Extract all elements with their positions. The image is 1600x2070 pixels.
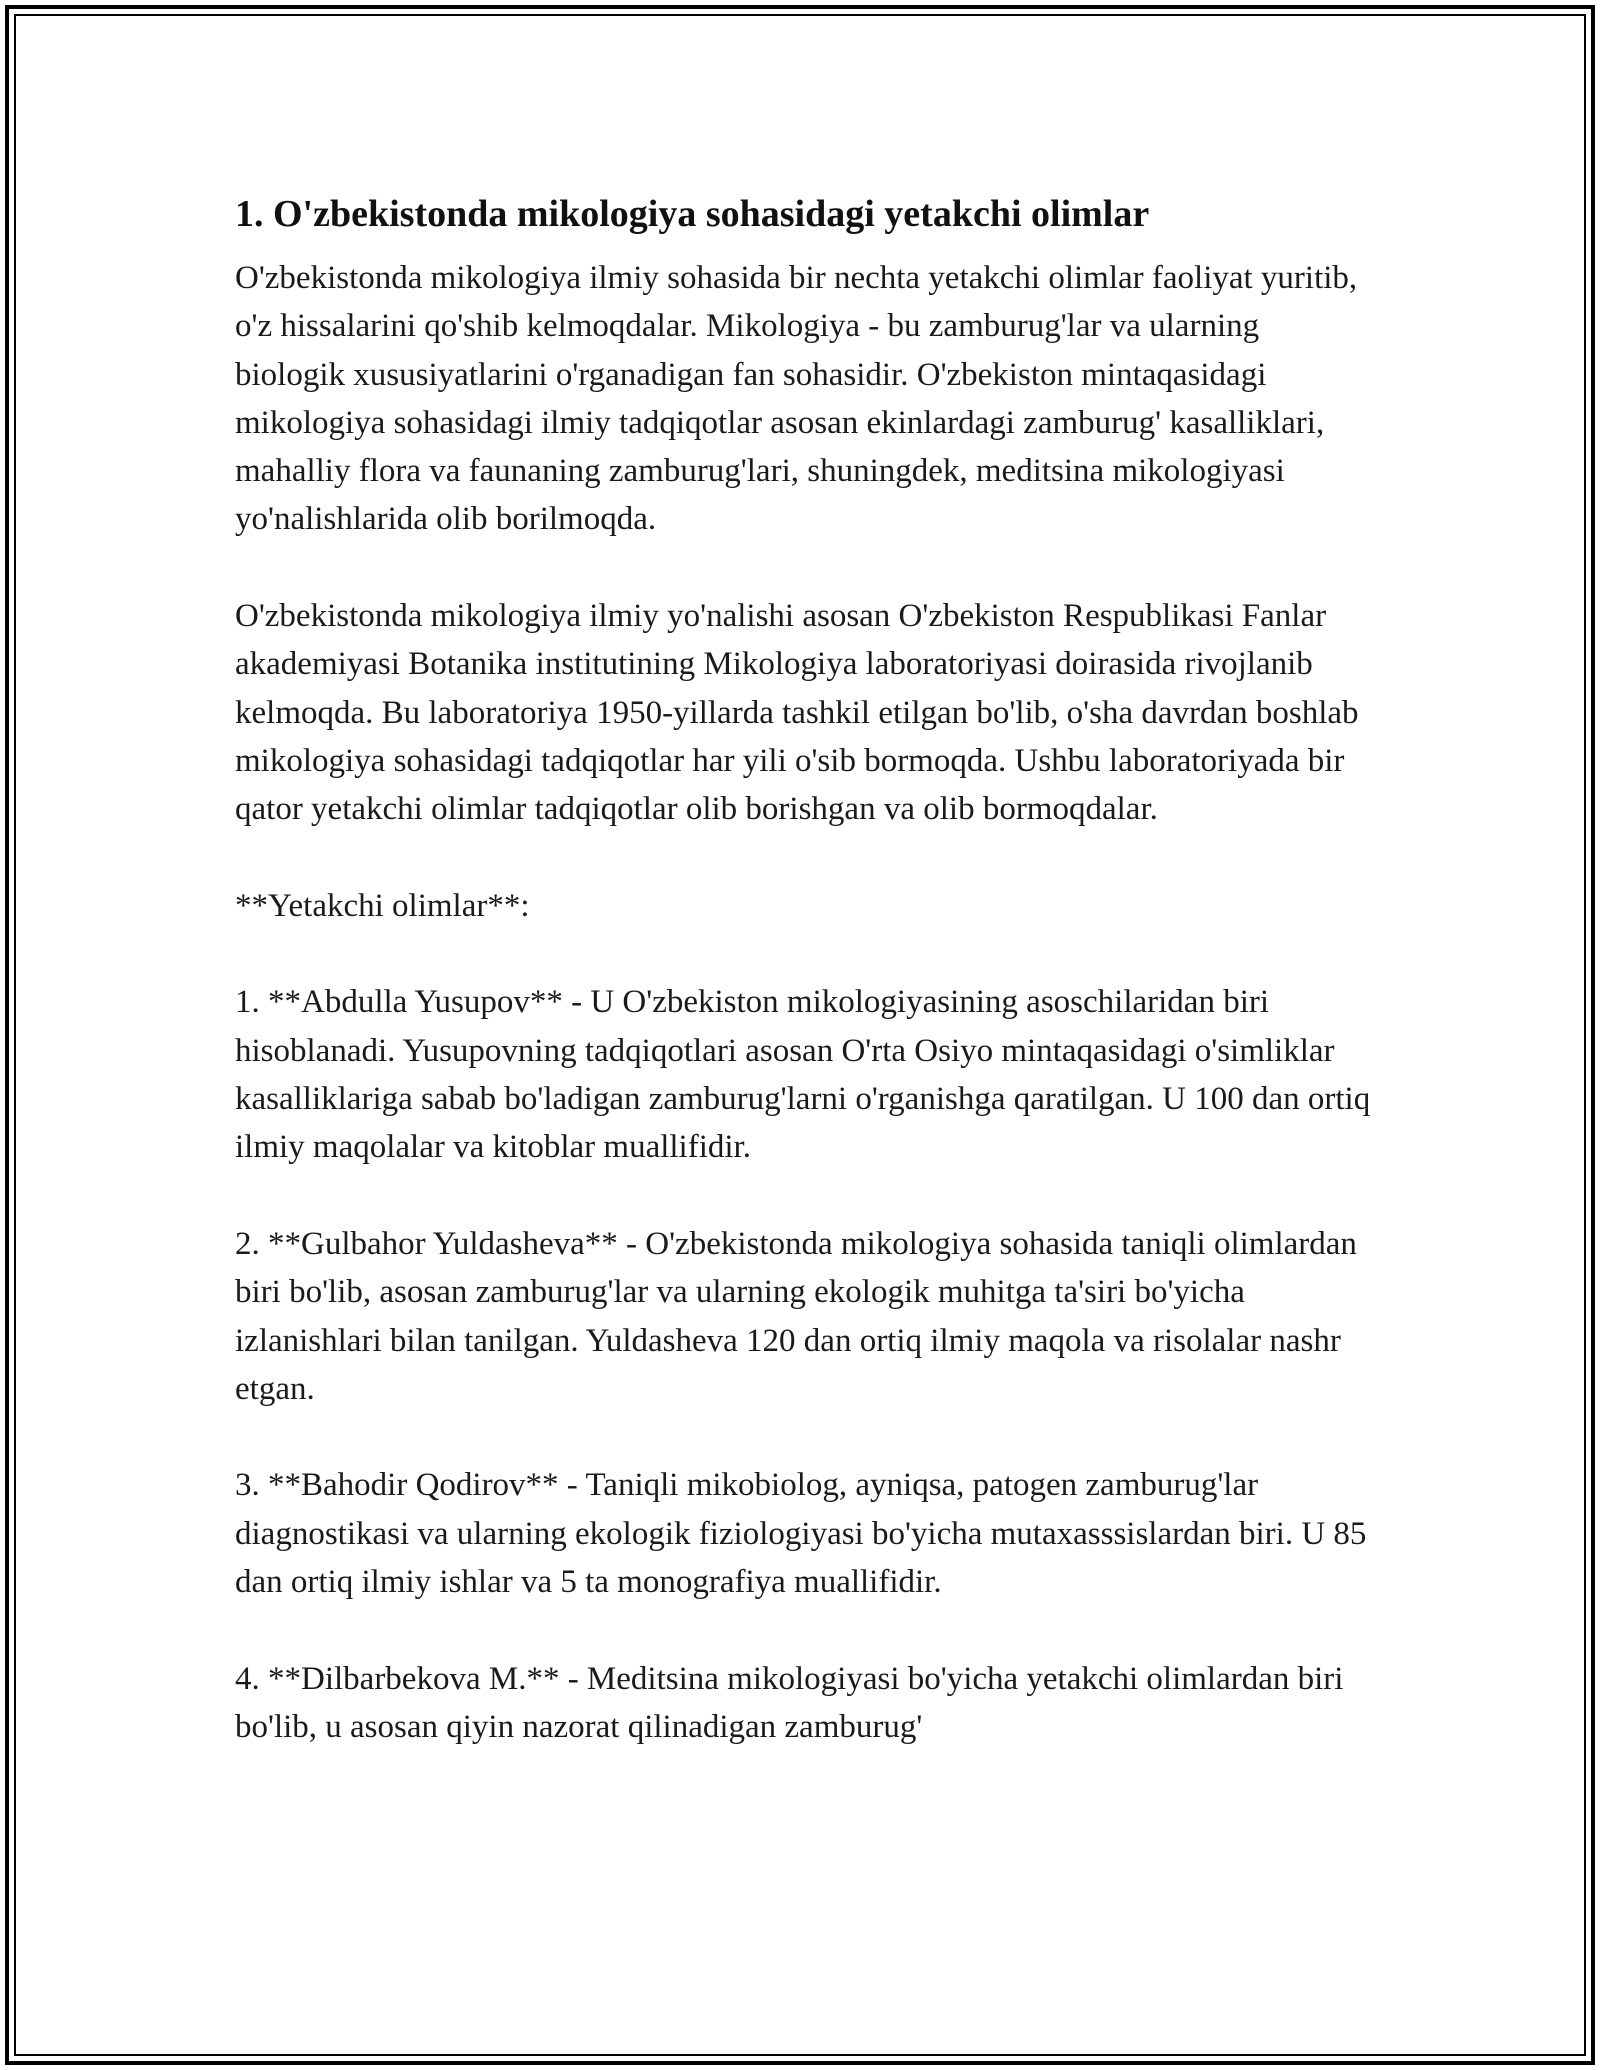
scientists-heading: **Yetakchi olimlar**: <box>235 887 530 924</box>
laboratory-paragraph: O'zbekistonda mikologiya ilmiy yo'nalishi asosan O'zbekiston Respublikasi Fanlar akademiyasi Botanika institutining Mikologiya laboratoriyasi doirasida rivojlanib kelmoqda. Bu laboratoriya 1950-yillarda tashkil etilgan bo'lib, o'sha davrdan boshlab mikologiya sohasidagi tadqiqotlar har yili o'sib bormoqda. Ushbu laboratoriyada bir qator yetakchi olimlar tadqiqotlar olib borishgan va olib bormoqdalar. <box>235 598 1359 828</box>
document-body <box>235 186 1375 1751</box>
scientist-item-3: 3. **Bahodir Qodirov** - Taniqli mikobiolog, ayniqsa, patogen zamburug'lar diagnostikasi va ularning ekologik fiziologiyasi bo'yicha mutaxasssislardan biri. U 85 dan ortiq ilmiy ishlar va 5 ta monografiya muallifidir. <box>235 1467 1367 1601</box>
document-title: 1. O'zbekistonda mikologiya sohasidagi yetakchi olimlar <box>235 193 1150 235</box>
intro-paragraph: O'zbekistonda mikologiya ilmiy sohasida bir nechta yetakchi olimlar faoliyat yuritib, o'z hissalarini qo'shib kelmoqdalar. Mikologiya - bu zamburug'lar va ularning biologik xususiyatlarini o'rganadigan fan sohasidir. O'zbekiston mintaqasidagi mikologiya sohasidagi ilmiy tadqiqotlar asosan ekinlardagi zamburug' kasalliklari, mahalliy flora va faunaning zamburug'lari, shuningdek, meditsina mikologiyasi yo'nalishlarida olib borilmoqda. <box>235 260 1358 538</box>
scientist-item-2: 2. **Gulbahor Yuldasheva** - O'zbekistonda mikologiya sohasida taniqli olimlardan biri bo'lib, asosan zamburug'lar va ularning ekologik muhitga ta'siri bo'yicha izlanishlari bilan tanilgan. Yuldasheva 120 dan ortiq ilmiy maqola va risolalar nashr etgan. <box>235 1225 1357 1407</box>
scientist-item-4: 4. **Dilbarbekova M.** - Meditsina mikologiyasi bo'yicha yetakchi olimlardan biri bo'lib, u asosan qiyin nazorat qilinadigan zamburug' <box>235 1660 1344 1745</box>
scientist-item-1: 1. **Abdulla Yusupov** - U O'zbekiston mikologiyasining asoschilaridan biri hisoblanadi. Yusupovning tadqiqotlari asosan O'rta Osiyo mintaqasidagi o'simliklar kasalliklariga sabab bo'ladigan zamburug'larni o'rganishga qaratilgan. U 100 dan ortiq ilmiy maqolalar va kitoblar muallifidir. <box>235 984 1371 1166</box>
